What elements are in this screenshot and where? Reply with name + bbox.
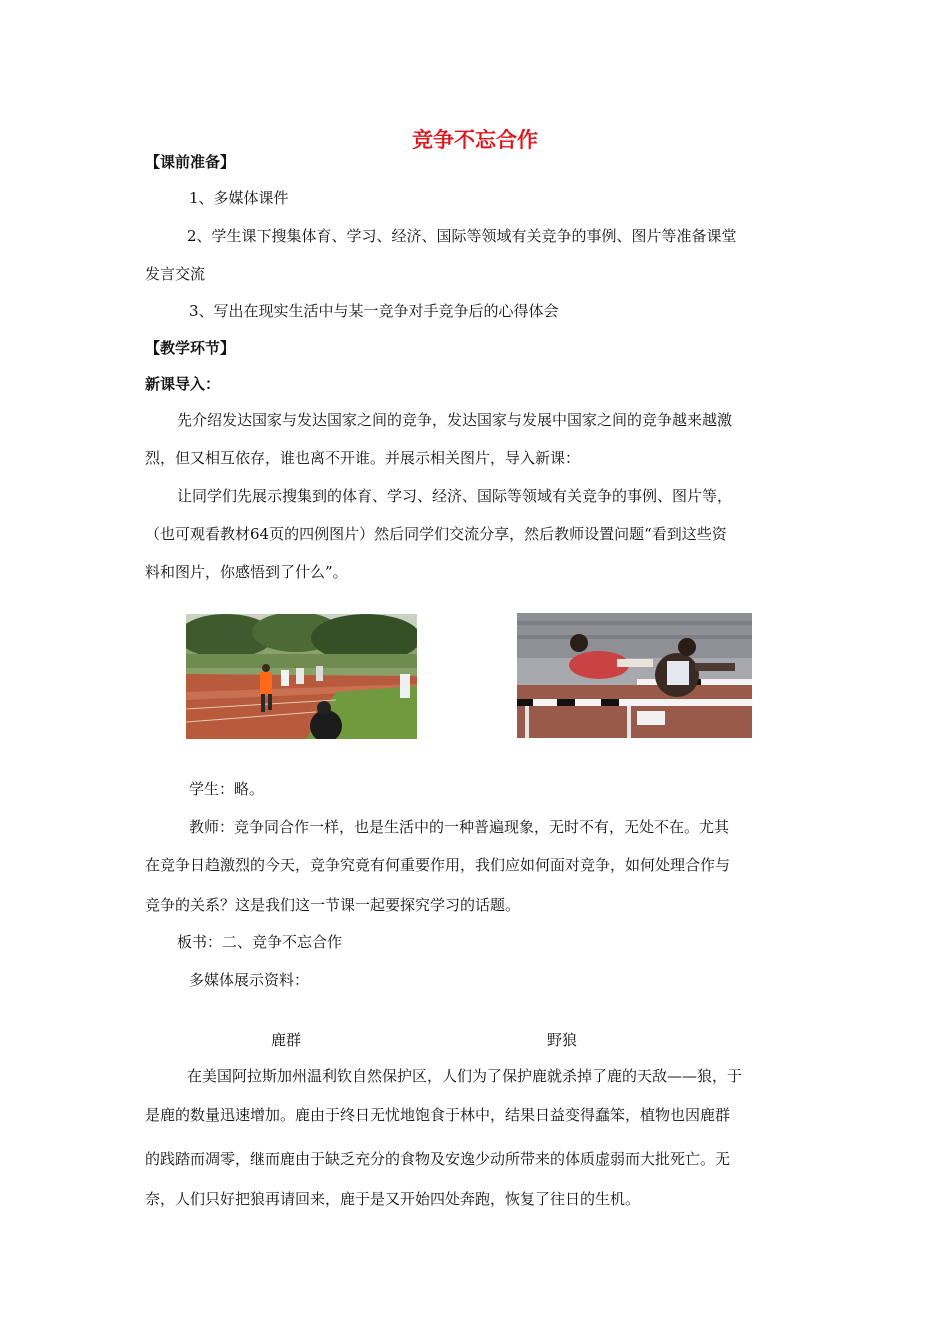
prep-item-2-line-1: 2、学生课下搜集体育、学习、经济、国际等领域有关竞争的事例、图片等准备课堂 <box>187 227 737 245</box>
prep-item-2-line-2: 发言交流 <box>145 265 206 283</box>
teacher-line-1: 教师：竞争同合作一样，也是生活中的一种普遍现象，无时不有，无处不在。尤其 <box>189 818 730 836</box>
student-line: 学生：略。 <box>189 780 265 798</box>
board-writing: 板书：二、竞争不忘合作 <box>177 933 343 951</box>
multimedia-line: 多媒体展示资料： <box>189 971 310 989</box>
intro-paragraph-1-line-1: 先介绍发达国家与发达国家之间的竞争，发达国家与发展中国家之间的竞争越来越激 <box>177 411 733 429</box>
teacher-line-2: 在竞争日趋激烈的今天，竞争究竟有何重要作用，我们应如何面对竞争，如何处理合作与 <box>145 856 731 874</box>
caption-deer: 鹿群 <box>271 1031 302 1049</box>
intro-paragraph-2-line-3: 料和图片，你感悟到了什么”。 <box>145 563 348 581</box>
story-line-1: 在美国阿拉斯加州温利钦自然保护区，人们为了保护鹿就杀掉了鹿的天敌——狼，于 <box>187 1067 743 1085</box>
prep-heading: 【课前准备】 <box>145 153 236 171</box>
intro-paragraph-2-line-2: （也可观看教材64页的四例图片）然后同学们交流分享，然后教师设置问题“看到这些资 <box>145 525 727 543</box>
story-line-3: 的践踏而凋零，继而鹿由于缺乏充分的食物及安逸少动所带来的体质虚弱而大批死亡。无 <box>145 1150 731 1168</box>
prep-item-1: 1、多媒体课件 <box>189 189 289 207</box>
hurdles-race-photo <box>517 613 752 738</box>
intro-paragraph-1-line-2: 烈，但又相互依存，谁也离不开谁。并展示相关图片，导入新课： <box>145 449 581 467</box>
running-race-photo <box>186 614 417 739</box>
caption-wolf: 野狼 <box>547 1031 578 1049</box>
prep-item-3: 3、写出在现实生活中与某一竞争对手竞争后的心得体会 <box>189 302 559 320</box>
story-line-4: 奈，人们只好把狼再请回来，鹿于是又开始四处奔跑，恢复了往日的生机。 <box>145 1190 641 1208</box>
intro-paragraph-2-line-1: 让同学们先展示搜集到的体育、学习、经济、国际等领域有关竞争的事例、图片等， <box>177 487 733 505</box>
document-title: 竞争不忘合作 <box>412 128 538 152</box>
teacher-line-3: 竞争的关系？这是我们这一节课一起要探究学习的话题。 <box>145 896 521 914</box>
story-line-2: 是鹿的数量迅速增加。鹿由于终日无忧地饱食于林中，结果日益变得蠢笨，植物也因鹿群 <box>145 1106 731 1124</box>
teaching-heading: 【教学环节】 <box>145 339 236 357</box>
intro-heading: 新课导入： <box>145 375 221 393</box>
